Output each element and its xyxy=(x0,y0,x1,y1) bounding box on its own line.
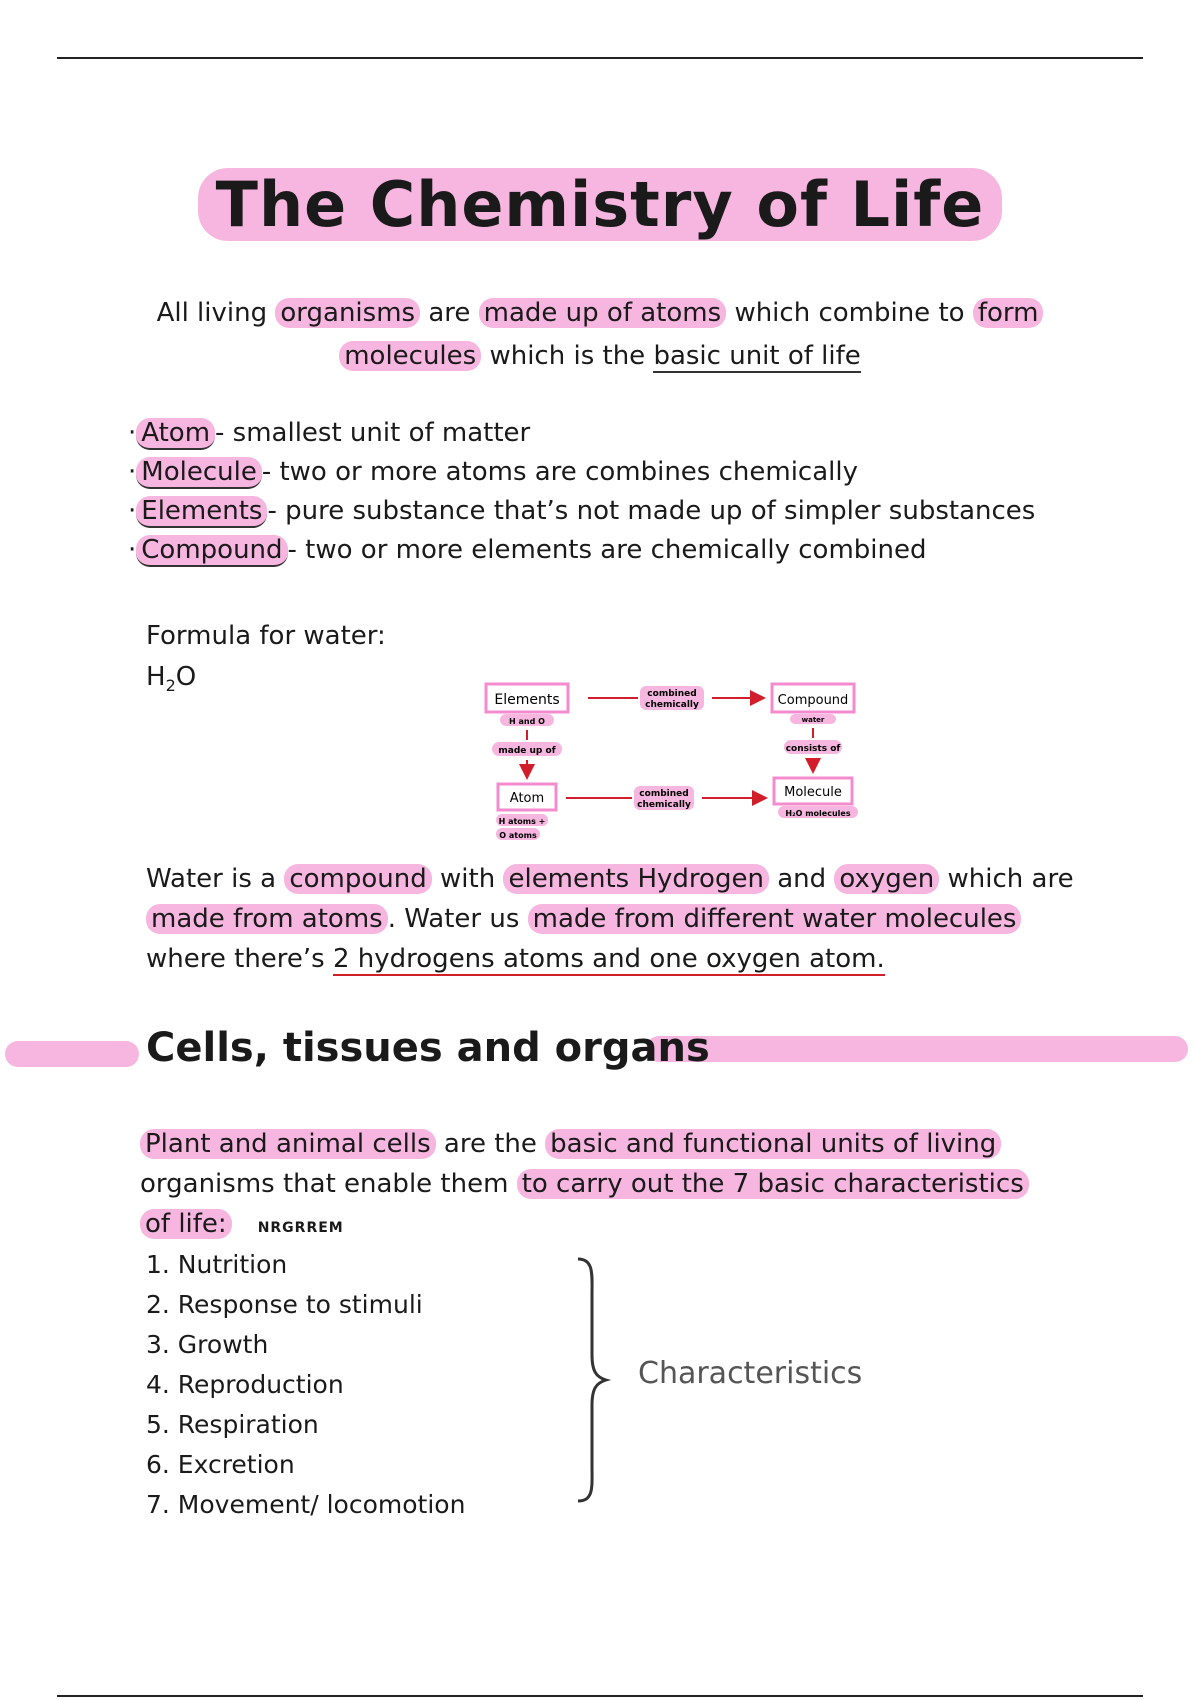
svg-text:chemically: chemically xyxy=(637,800,691,810)
heading-band-left xyxy=(5,1041,139,1067)
cells-paragraph: Plant and animal cells are the basic and functional units of living organisms that enable them to carry out the 7 basic characteristics of life: NRGRREM xyxy=(140,1124,1029,1248)
definition-elements: · Elements - pure substance that’s not made up of simpler substances xyxy=(128,496,1036,526)
chemistry-flow-diagram xyxy=(480,674,870,854)
section-heading-cells: Cells, tissues and organs xyxy=(146,1025,710,1071)
page-title: The Chemistry of Life xyxy=(0,168,1200,241)
list-item: 6. Excretion xyxy=(146,1450,295,1479)
list-item: 1. Nutrition xyxy=(146,1250,288,1279)
list-item: 3. Growth xyxy=(146,1330,269,1359)
atom-label: Atom xyxy=(509,791,545,806)
intro-paragraph: All living organisms are made up of atoms which combine to form molecules which is the basic unit of life xyxy=(120,292,1080,378)
svg-text:O atoms: O atoms xyxy=(499,831,537,840)
definition-molecule: · Molecule - two or more atoms are combines chemically xyxy=(128,457,858,487)
list-item: 5. Respiration xyxy=(146,1410,319,1439)
characteristics-label: Characteristics xyxy=(638,1356,863,1391)
svg-text:made up of: made up of xyxy=(498,746,556,756)
definitions-list xyxy=(128,414,1035,570)
bottom-rule xyxy=(57,1695,1143,1697)
list-item: 4. Reproduction xyxy=(146,1370,344,1399)
svg-text:H₂O molecules: H₂O molecules xyxy=(785,809,851,818)
top-rule xyxy=(57,57,1143,59)
elements-label: Elements xyxy=(494,692,560,708)
heading-band-right xyxy=(646,1036,1188,1062)
curly-brace-icon xyxy=(572,1255,612,1505)
mnemonic-note: NRGRREM xyxy=(257,1220,344,1236)
definition-atom: · Atom - smallest unit of matter xyxy=(128,418,531,448)
definition-compound: · Compound - two or more elements are chemically combined xyxy=(128,535,927,565)
characteristics-list xyxy=(146,1245,465,1525)
svg-text:H and O: H and O xyxy=(509,717,545,726)
list-item: 7. Movement/ locomotion xyxy=(146,1490,466,1519)
molecule-label: Molecule xyxy=(784,785,842,800)
water-paragraph: Water is a compound with elements Hydrogen and oxygen which are made from atoms . Water us made from different water molecules where there’s 2 hydrogens atoms and one oxygen atom. xyxy=(146,864,1074,974)
list-item: 2. Response to stimuli xyxy=(146,1290,423,1319)
svg-text:consists of: consists of xyxy=(785,744,841,754)
compound-label: Compound xyxy=(777,693,849,708)
svg-text:H atoms +: H atoms + xyxy=(498,817,546,826)
svg-text:water: water xyxy=(801,716,825,724)
svg-text:chemically: chemically xyxy=(645,700,699,710)
svg-text:combined: combined xyxy=(647,689,697,699)
svg-text:combined: combined xyxy=(639,789,689,799)
water-formula: Formula for water: $H_2O$ xyxy=(146,621,386,696)
